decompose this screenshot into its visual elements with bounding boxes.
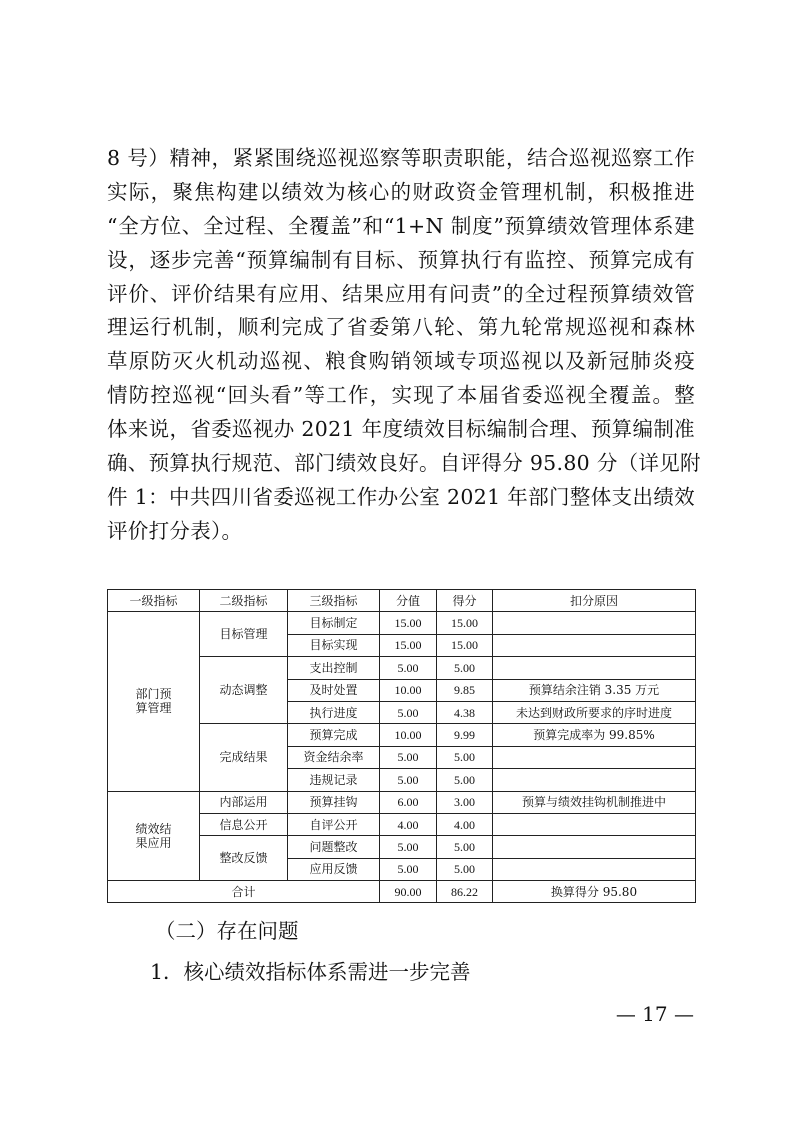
reason-cell: 未达到财政所要求的序时进度 xyxy=(493,701,696,723)
level2-cell: 信息公开 xyxy=(200,813,288,835)
header-cell: 二级指标 xyxy=(200,590,288,612)
score-cell: 6.00 xyxy=(380,791,437,813)
page-number: — 17 — xyxy=(615,1002,694,1026)
paragraph-line: 设，逐步完善“预算编制有目标、预算执行有监控、预算完成有 xyxy=(107,247,695,272)
got-cell: 5.00 xyxy=(437,858,493,880)
got-cell: 5.00 xyxy=(437,769,493,791)
paragraph-line: 8 号）精神，紧紧围绕巡视巡察等职责职能，结合巡视巡察工作 xyxy=(107,146,695,170)
performance-score-table xyxy=(107,589,696,903)
paragraph-line: 实际，聚焦构建以绩效为核心的财政资金管理机制，积极推进 xyxy=(107,179,695,204)
score-cell: 5.00 xyxy=(380,858,437,880)
body-paragraph xyxy=(107,142,701,549)
header-cell: 分值 xyxy=(380,590,437,612)
level3-cell: 及时处置 xyxy=(288,679,380,701)
total-label-cell: 合计 xyxy=(108,881,380,903)
got-cell: 9.99 xyxy=(437,724,493,746)
score-cell: 5.00 xyxy=(380,769,437,791)
level2-cell: 目标管理 xyxy=(200,612,288,657)
reason-cell: 预算与绩效挂钩机制推进中 xyxy=(493,791,696,813)
level1-cell: 绩效结 果应用 xyxy=(108,791,200,881)
paragraph-line: 件 1：中共四川省委巡视工作办公室 2021 年部门整体支出绩效 xyxy=(107,484,695,509)
level3-cell: 问题整改 xyxy=(288,836,380,858)
section-heading: （二）存在问题 xyxy=(155,919,299,943)
got-cell: 3.00 xyxy=(437,791,493,813)
got-cell: 4.00 xyxy=(437,813,493,835)
reason-cell xyxy=(493,634,696,656)
level3-cell: 目标实现 xyxy=(288,634,380,656)
table-row xyxy=(108,612,696,634)
reason-cell xyxy=(493,746,696,768)
level2-cell: 动态调整 xyxy=(200,657,288,724)
level3-cell: 资金结余率 xyxy=(288,746,380,768)
paragraph-line: 理运行机制，顺利完成了省委第八轮、第九轮常规巡视和森林 xyxy=(107,315,695,340)
paragraph-line: 评价打分表）。 xyxy=(107,518,243,543)
reason-cell xyxy=(493,657,696,679)
header-cell: 得分 xyxy=(437,590,493,612)
score-cell: 5.00 xyxy=(380,657,437,679)
table-header-row xyxy=(108,590,696,612)
score-cell: 5.00 xyxy=(380,701,437,723)
paragraph-line: 体来说，省委巡视办 2021 年度绩效目标编制合理、预算编制准 xyxy=(107,417,695,442)
total-got-cell: 86.22 xyxy=(437,881,493,903)
got-cell: 5.00 xyxy=(437,657,493,679)
reason-cell xyxy=(493,858,696,880)
header-cell: 三级指标 xyxy=(288,590,380,612)
level3-cell: 自评公开 xyxy=(288,813,380,835)
reason-cell xyxy=(493,612,696,634)
level3-cell: 支出控制 xyxy=(288,657,380,679)
reason-cell xyxy=(493,836,696,858)
header-cell: 扣分原因 xyxy=(493,590,696,612)
reason-cell xyxy=(493,769,696,791)
level3-cell: 违规记录 xyxy=(288,769,380,791)
score-cell: 5.00 xyxy=(380,746,437,768)
subsection-heading: 1．核心绩效指标体系需进一步完善 xyxy=(150,960,471,984)
got-cell: 9.85 xyxy=(437,679,493,701)
total-score-cell: 90.00 xyxy=(380,881,437,903)
level3-cell: 应用反馈 xyxy=(288,858,380,880)
paragraph-line: 草原防灭火机动巡视、粮食购销领域专项巡视以及新冠肺炎疫 xyxy=(107,349,695,374)
score-cell: 10.00 xyxy=(380,724,437,746)
reason-cell xyxy=(493,813,696,835)
paragraph-line: 评价、评价结果有应用、结果应用有问责”的全过程预算绩效管 xyxy=(107,281,695,306)
got-cell: 5.00 xyxy=(437,746,493,768)
table-row xyxy=(108,791,696,813)
level2-cell: 完成结果 xyxy=(200,724,288,791)
level1-cell: 部门预 算管理 xyxy=(108,612,200,791)
paragraph-line: “全方位、全过程、全覆盖”和“1+N 制度”预算绩效管理体系建 xyxy=(107,213,695,238)
score-cell: 10.00 xyxy=(380,679,437,701)
got-cell: 15.00 xyxy=(437,634,493,656)
level3-cell: 目标制定 xyxy=(288,612,380,634)
total-reason-cell: 换算得分 95.80 xyxy=(493,881,696,903)
level3-cell: 执行进度 xyxy=(288,701,380,723)
level3-cell: 预算挂钩 xyxy=(288,791,380,813)
level2-cell: 内部运用 xyxy=(200,791,288,813)
header-cell: 一级指标 xyxy=(108,590,200,612)
score-cell: 15.00 xyxy=(380,634,437,656)
paragraph-line: 情防控巡视“回头看”等工作，实现了本届省委巡视全覆盖。整 xyxy=(107,383,695,408)
level2-cell: 整改反馈 xyxy=(200,836,288,881)
score-cell: 4.00 xyxy=(380,813,437,835)
paragraph-line: 确、预算执行规范、部门绩效良好。自评得分 95.80 分（详见附 xyxy=(107,451,701,476)
score-cell: 5.00 xyxy=(380,836,437,858)
got-cell: 4.38 xyxy=(437,701,493,723)
got-cell: 15.00 xyxy=(437,612,493,634)
table-total-row xyxy=(108,881,696,903)
reason-cell: 预算完成率为 99.85% xyxy=(493,724,696,746)
reason-cell: 预算结余注销 3.35 万元 xyxy=(493,679,696,701)
level3-cell: 预算完成 xyxy=(288,724,380,746)
got-cell: 5.00 xyxy=(437,836,493,858)
score-cell: 15.00 xyxy=(380,612,437,634)
